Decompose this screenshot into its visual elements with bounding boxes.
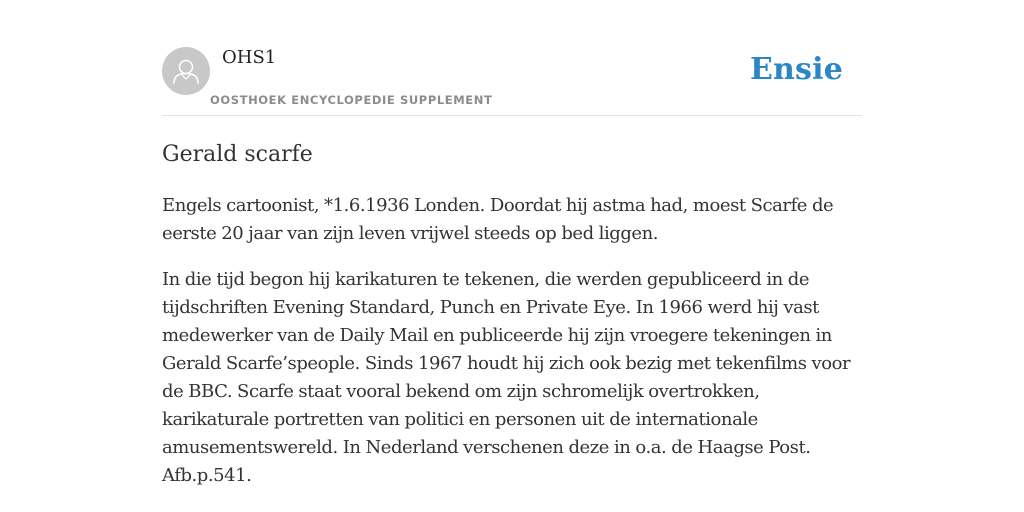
brand-logo[interactable]: Ensie: [749, 52, 843, 87]
source-label[interactable]: OOSTHOEK ENCYCLOPEDIE SUPPLEMENT: [210, 93, 493, 107]
author-name[interactable]: OHS1: [222, 47, 277, 68]
article-paragraph: Engels cartoonist, *1.6.1936 Londen. Doordat hij astma had, moest Scarfe de eerste 20 jaar van zijn leven vrijwel steeds op bed liggen.: [162, 195, 834, 244]
article-header: [162, 46, 862, 116]
article-body: [162, 192, 862, 508]
user-avatar-icon[interactable]: [162, 47, 210, 95]
article-title: Gerald scarfe: [162, 142, 313, 167]
article-paragraph: In die tijd begon hij karikaturen te tekenen, die werden gepubliceerd in de tijdschriften Evening Standard, Punch en Private Eye. In 1966 werd hij vast medewerker van de Daily Mail en publiceerde hij zijn vroegere tekeningen in Gerald Scarfe’speople. Sinds 1967 houdt hij zich ook bezig met tekenfilms voor de BBC. Scarfe staat vooral bekend om zijn schromelijk overtrokken, karikaturale portretten van politici en personen uit de internationale amusementswereld. In Nederland verschenen deze in o.a. de Haagse Post. Afb.p.541.: [162, 269, 851, 486]
user-silhouette-icon: [162, 47, 210, 95]
